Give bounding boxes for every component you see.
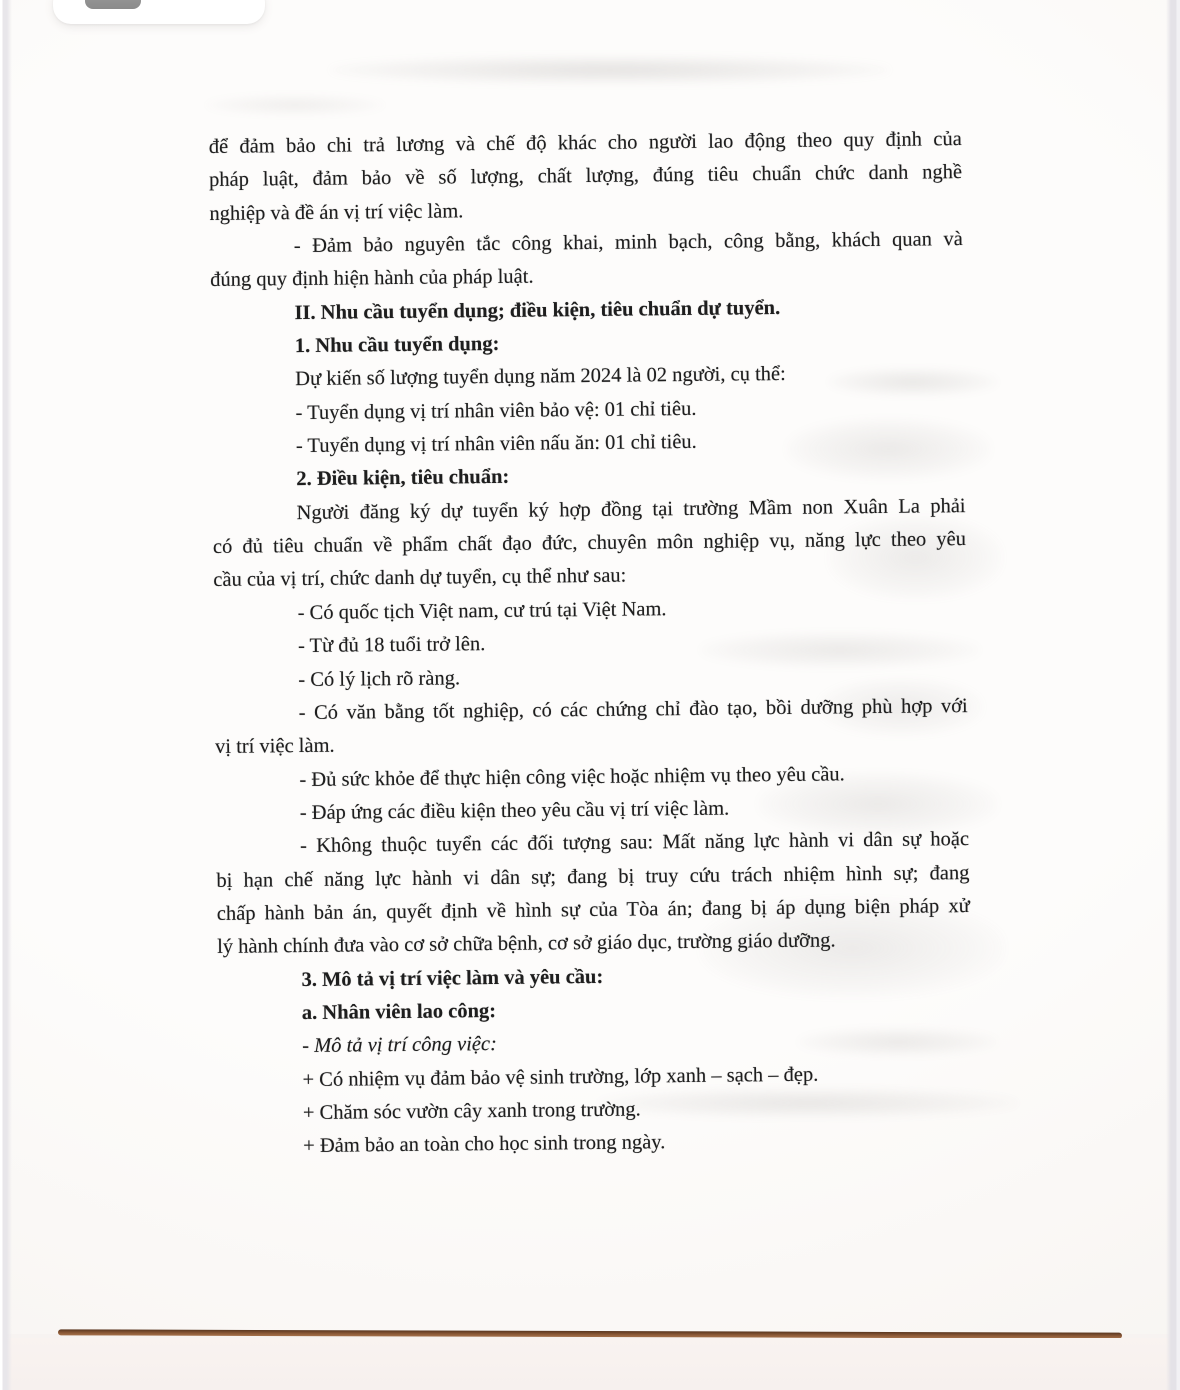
document-line: + Có nhiệm vụ đảm bảo vệ sinh trường, lớp xanh – sạch – đẹp. [302, 1063, 819, 1091]
document-line: - Tuyển dụng vị trí nhân viên bảo vệ: 01 chỉ tiêu. [295, 397, 697, 424]
document-line: - Tuyển dụng vị trí nhân viên nấu ăn: 01 chỉ tiêu. [295, 430, 697, 458]
document-heading: 1. Nhu cầu tuyển dụng: [294, 333, 500, 358]
document-line: cầu của vị trí, chức danh dự tuyển, cụ thể như sau: [213, 565, 627, 592]
document-line: lý hành chính đưa vào cơ sở chữa bệnh, cơ sở giáo dục, trường giáo dưỡng. [217, 929, 836, 959]
document-line: - Mô tả vị trí công việc: [302, 1033, 497, 1058]
document-line: nghiệp và đề án vị trí việc làm. [209, 199, 464, 225]
document-heading: a. Nhân viên lao công: [301, 999, 497, 1024]
gray-rounded-button-icon[interactable] [85, 0, 141, 9]
document-text-block [209, 123, 973, 1164]
document-line: - Đáp ứng các điều kiện theo yêu cầu vị trí việc làm. [299, 797, 730, 824]
document-heading: II. Nhu cầu tuyển dụng; điều kiện, tiêu chuẩn dự tuyển. [294, 296, 781, 324]
document-line: - Không thuộc tuyển các đối tượng sau: Mất năng lực hành vi dân sự hoặc [299, 828, 970, 858]
background-below-page [0, 1338, 1180, 1390]
floating-toolbar-popup[interactable] [53, 0, 265, 24]
document-line: + Chăm sóc vườn cây xanh trong trường. [302, 1098, 641, 1125]
document-line: có đủ tiêu chuẩn về phẩm chất đạo đức, chuyên môn nghiệp vụ, năng lực theo yêu [212, 528, 967, 559]
document-line: Dự kiến số lượng tuyển dụng năm 2024 là 02 người, cụ thể: [295, 363, 786, 391]
document-line: vị trí việc làm. [214, 734, 335, 759]
document-line: pháp luật, đảm bảo về số lượng, chất lượng, đúng tiêu chuẩn chức danh nghề [209, 161, 963, 192]
document-heading: 2. Điều kiện, tiêu chuẩn: [296, 466, 510, 491]
document-line: - Có quốc tịch Việt nam, cư trú tại Việt Nam. [297, 598, 667, 624]
document-heading: 3. Mô tả vị trí việc làm và yêu cầu: [301, 965, 604, 991]
document-line: Người đăng ký dự tuyển ký hợp đồng tại trường Mầm non Xuân La phải [296, 494, 966, 524]
document-line: bị hạn chế năng lực hành vi dân sự; đang bị truy cứu trách nhiệm hình sự; đang [216, 861, 970, 892]
document-line: - Từ đủ 18 tuổi trở lên. [297, 633, 486, 658]
document-line: - Có lý lịch rõ ràng. [298, 666, 461, 691]
document-line: + Đảm bảo an toàn cho học sinh trong ngày. [303, 1131, 666, 1158]
document-line: - Có văn bằng tốt nghiệp, có các chứng chỉ đào tạo, bồi dưỡng phù hợp với [298, 694, 968, 724]
document-line: đúng quy định hiện hành của pháp luật. [210, 265, 534, 292]
document-line: chấp hành bản án, quyết định về hình sự của Tòa án; đang bị áp dụng biện pháp xử [216, 894, 970, 925]
document-line: để đảm bảo chi trả lương và chế độ khác cho người lao động theo quy định của [208, 128, 962, 158]
document-line: - Đủ sức khỏe để thực hiện công việc hoặc nhiệm vụ theo yêu cầu. [299, 762, 845, 791]
document-line: - Đảm bảo nguyên tắc công khai, minh bạch, công bằng, khách quan và [293, 228, 963, 258]
